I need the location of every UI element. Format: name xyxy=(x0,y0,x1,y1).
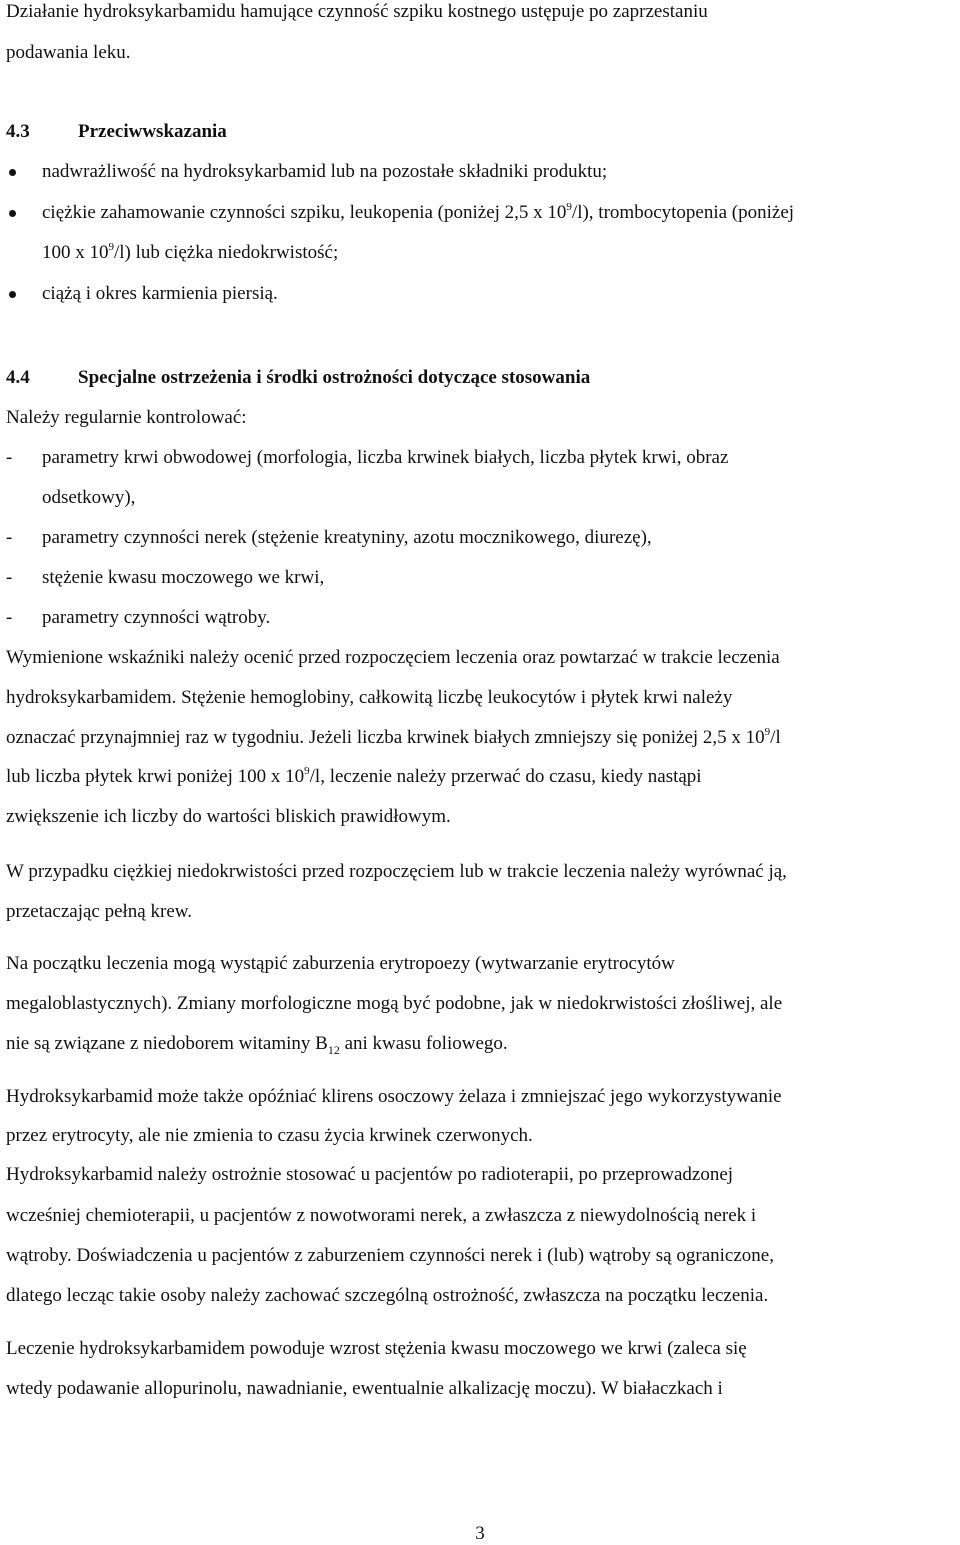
paragraph-line: nie są związane z niedoborem witaminy $B_{12}$ ani kwasu foliowego. xyxy=(6,1033,508,1057)
monitoring-item-2: parametry czynności nerek (stężenie kreatyniny, azotu mocznikowego, diurezę), xyxy=(42,527,652,548)
paragraph-line: Na początku leczenia mogą wystąpić zaburzenia erytropoezy (wytwarzanie erytrocytów xyxy=(6,953,675,974)
dash-marker: - xyxy=(6,527,13,548)
contraindication-item-2-cont: 100 x $10^9/l$) lub ciężka niedokrwistość; xyxy=(42,240,339,263)
monitoring-item-1: parametry krwi obwodowej (morfologia, liczba krwinek białych, liczba płytek krwi, obraz xyxy=(42,447,729,468)
paragraph-line: Wymienione wskaźniki należy ocenić przed rozpoczęciem leczenia oraz powtarzać w trakcie leczenia xyxy=(6,647,780,668)
paragraph-line: wątroby. Doświadczenia u pacjentów z zaburzeniem czynności nerek i (lub) wątroby są ograniczone, xyxy=(6,1245,774,1266)
section-4-4-number: 4.4 xyxy=(6,367,30,388)
page-number: 3 xyxy=(475,1523,485,1544)
monitoring-item-4: parametry czynności wątroby. xyxy=(42,607,271,628)
paragraph-line: Hydroksykarbamid należy ostrożnie stosować u pacjentów po radioterapii, po przeprowadzonej xyxy=(6,1164,734,1185)
section-4-3-title: Przeciwwskazania xyxy=(78,121,227,142)
paragraph-line: hydroksykarbamidem. Stężenie hemoglobiny, całkowitą liczbę leukocytów i płytek krwi należy xyxy=(6,687,733,708)
paragraph-line: zwiększenie ich liczby do wartości bliskich prawidłowym. xyxy=(6,806,451,827)
intro-line-2: podawania leku. xyxy=(6,42,131,63)
paragraph-line: wtedy podawanie allopurinolu, nawadnianie, ewentualnie alkalizację moczu). W białaczkach i xyxy=(6,1378,723,1399)
intro-line-1: Działanie hydroksykarbamidu hamujące czynność szpiku kostnego ustępuje po zaprzestaniu xyxy=(6,1,708,22)
paragraph-line: przez erytrocyty, ale nie zmienia to czasu życia krwinek czerwonych. xyxy=(6,1125,533,1146)
contraindication-item-2: ciężkie zahamowanie czynności szpiku, leukopenia (poniżej 2,5 x $10^9/l$), trombocytopenia (poniżej xyxy=(42,200,795,223)
paragraph-line: przetaczając pełną krew. xyxy=(6,901,192,922)
section-4-3-number: 4.3 xyxy=(6,121,30,142)
paragraph-line: lub liczba płytek krwi poniżej 100 x $10^9/l$, leczenie należy przerwać do czasu, kiedy nastąpi xyxy=(6,764,702,787)
paragraph-line: megaloblastycznych). Zmiany morfologiczne mogą być podobne, jak w niedokrwistości złośliwej, ale xyxy=(6,993,783,1014)
contraindication-item-1: nadwrażliwość na hydroksykarbamid lub na pozostałe składniki produktu; xyxy=(42,161,608,182)
bullet-icon xyxy=(9,291,16,298)
dash-marker: - xyxy=(6,607,13,628)
paragraph-line: dlatego lecząc takie osoby należy zachować szczególną ostrożność, zwłaszcza na początku leczenia. xyxy=(6,1285,769,1306)
monitoring-item-3: stężenie kwasu moczowego we krwi, xyxy=(42,567,325,588)
dash-marker: - xyxy=(6,567,13,588)
paragraph-line: wcześniej chemioterapii, u pacjentów z nowotworami nerek, a zwłaszcza z niewydolnością nerek i xyxy=(6,1205,757,1226)
paragraph-line: Hydroksykarbamid może także opóźniać klirens osoczowy żelaza i zmniejszać jego wykorzystywanie xyxy=(6,1086,782,1107)
monitoring-lead: Należy regularnie kontrolować: xyxy=(6,407,247,428)
dash-marker: - xyxy=(6,447,13,468)
section-4-4-title: Specjalne ostrzeżenia i środki ostrożności dotyczące stosowania xyxy=(78,367,591,388)
bullet-icon xyxy=(9,210,16,217)
paragraph-line: oznaczać przynajmniej raz w tygodniu. Jeżeli liczba krwinek białych zmniejszy się poniżej 2,5 x $10^9/l$ xyxy=(6,725,781,748)
paragraph-line: W przypadku ciężkiej niedokrwistości przed rozpoczęciem lub w trakcie leczenia należy wyrównać ją, xyxy=(6,861,787,882)
paragraph-line: Leczenie hydroksykarbamidem powoduje wzrost stężenia kwasu moczowego we krwi (zaleca się xyxy=(6,1338,747,1359)
monitoring-item-1-cont: odsetkowy), xyxy=(42,487,136,508)
contraindication-item-3: ciążą i okres karmienia piersią. xyxy=(42,283,278,304)
bullet-icon xyxy=(9,169,16,176)
